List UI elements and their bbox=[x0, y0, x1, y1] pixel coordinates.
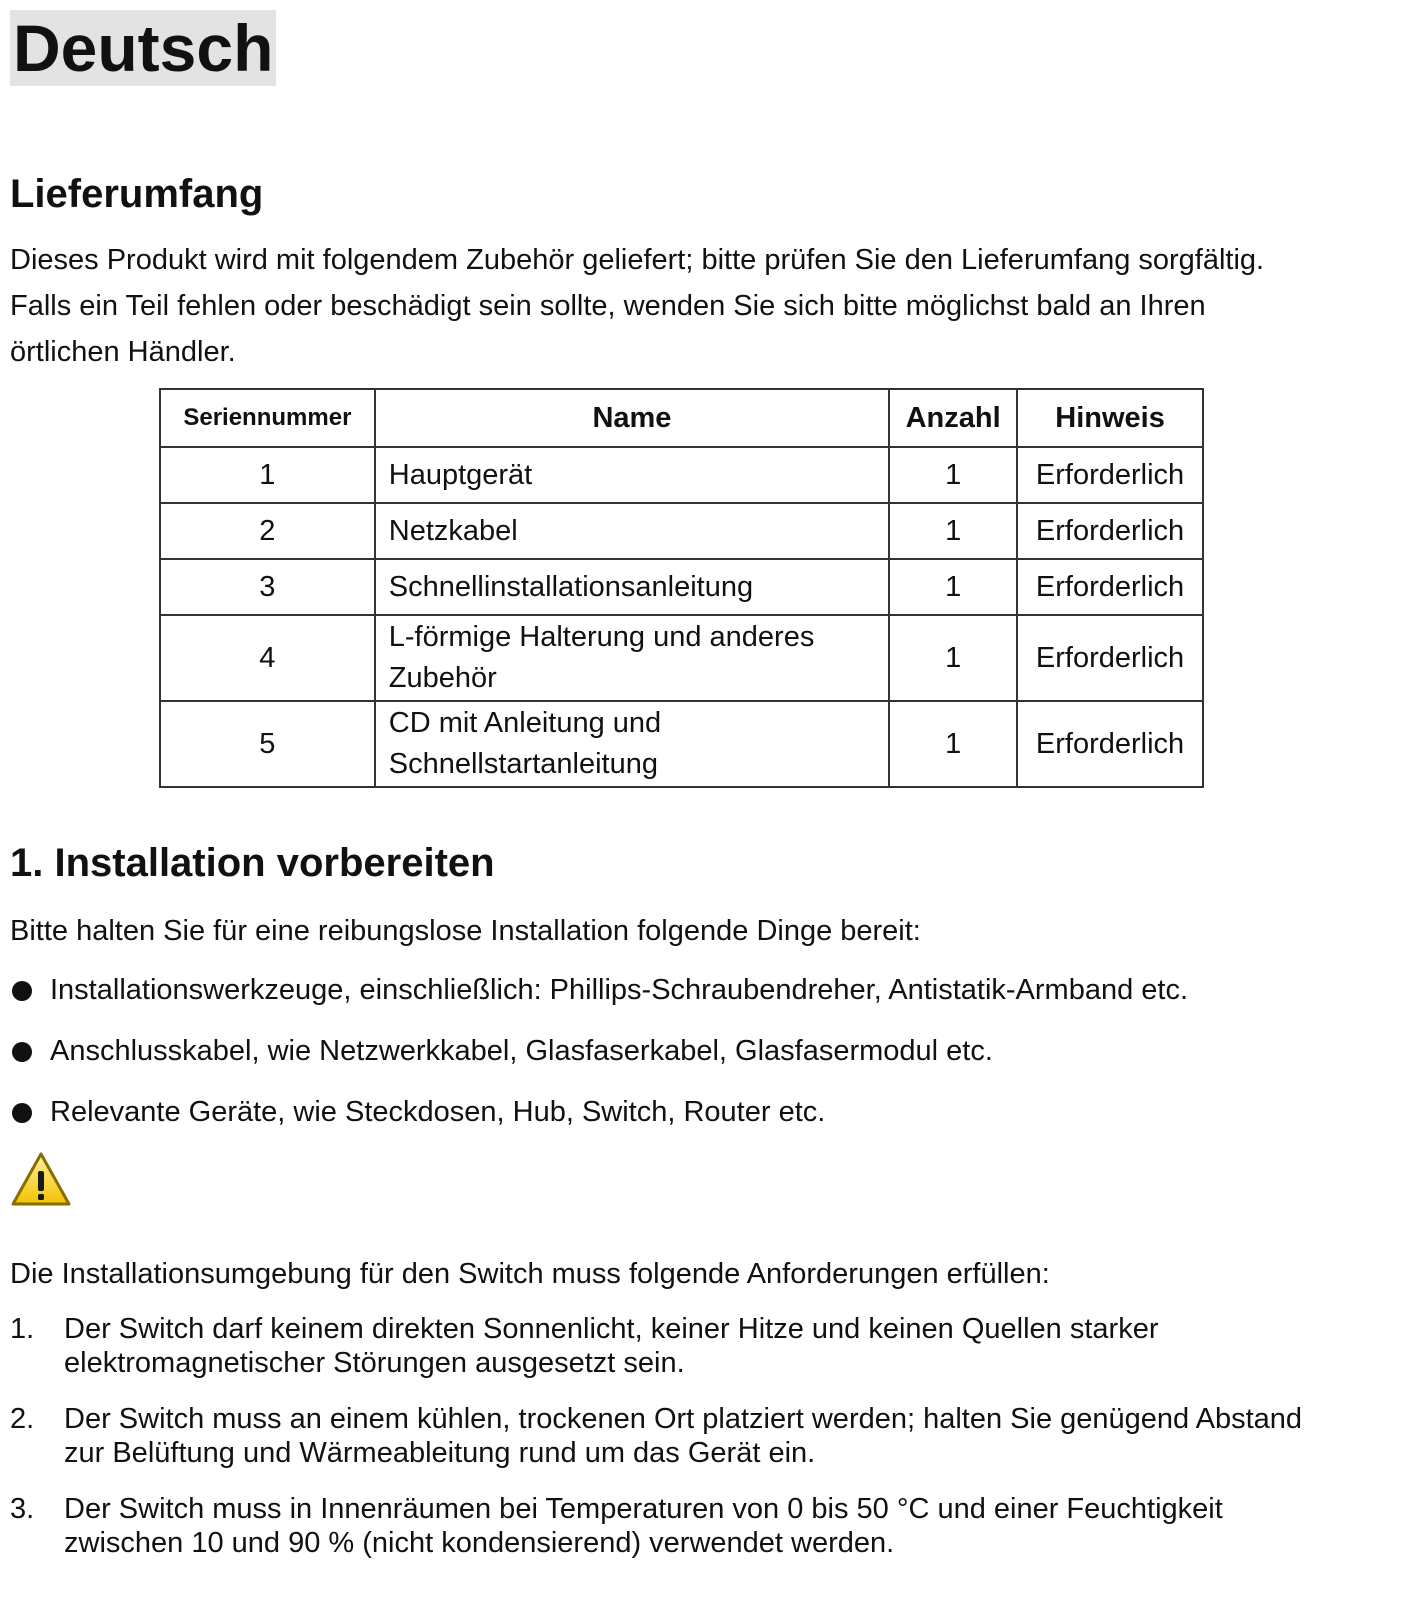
table-row bbox=[160, 615, 1203, 701]
cell-serial: 5 bbox=[160, 701, 375, 787]
cell-quantity: 1 bbox=[889, 701, 1017, 787]
cell-note: Erforderlich bbox=[1017, 559, 1203, 615]
language-title: Deutsch bbox=[10, 10, 276, 86]
list-item bbox=[10, 1492, 1374, 1560]
cell-name-line: Zubehör bbox=[388, 662, 497, 694]
header-quantity: Anzahl bbox=[889, 389, 1017, 447]
cell-serial: 4 bbox=[160, 615, 375, 701]
cell-note: Erforderlich bbox=[1017, 701, 1203, 787]
cell-name-line: Schnellstartanleitung bbox=[388, 748, 658, 780]
table-row bbox=[160, 503, 1203, 559]
prepare-bullet-list bbox=[10, 965, 1188, 1148]
list-item-text: zwischen 10 und 90 % (nicht kondensierend) verwendet werden. bbox=[64, 1527, 895, 1559]
header-note: Hinweis bbox=[1017, 389, 1203, 447]
scope-intro-line: Falls ein Teil fehlen oder beschädigt sein sollte, wenden Sie sich bitte möglichst bald an Ihren bbox=[10, 290, 1206, 322]
prepare-intro: Bitte halten Sie für eine reibungslose Installation folgende Dinge bereit: bbox=[10, 915, 921, 947]
table-row bbox=[160, 447, 1203, 503]
scope-intro bbox=[10, 237, 1264, 375]
cell-name: Schnellinstallationsanleitung bbox=[375, 559, 889, 615]
list-item bbox=[10, 965, 1188, 1026]
bullet-dot-icon bbox=[12, 1042, 32, 1062]
cell-name: Netzkabel bbox=[375, 503, 889, 559]
bullet-dot-icon bbox=[12, 1103, 32, 1123]
cell-name bbox=[375, 701, 889, 787]
list-item-text: Der Switch darf keinem direkten Sonnenlicht, keiner Hitze und keinen Quellen starker bbox=[64, 1313, 1159, 1345]
cell-note: Erforderlich bbox=[1017, 615, 1203, 701]
list-number: 1. bbox=[10, 1313, 35, 1345]
cell-quantity: 1 bbox=[889, 615, 1017, 701]
list-item-text: elektromagnetischer Störungen ausgesetzt sein. bbox=[64, 1347, 685, 1379]
scope-intro-line: Dieses Produkt wird mit folgendem Zubehör geliefert; bitte prüfen Sie den Lieferumfang sorgfältig. bbox=[10, 244, 1265, 276]
list-number: 2. bbox=[10, 1403, 35, 1435]
cell-name bbox=[375, 615, 889, 701]
package-contents-table bbox=[159, 388, 1204, 788]
cell-name-line: CD mit Anleitung und bbox=[388, 707, 662, 739]
table-row bbox=[160, 701, 1203, 787]
requirements-list bbox=[10, 1312, 1374, 1582]
cell-serial: 1 bbox=[160, 447, 375, 503]
scope-heading: Lieferumfang bbox=[10, 172, 264, 216]
list-item-text: zur Belüftung und Wärmeableitung rund um das Gerät ein. bbox=[64, 1437, 816, 1469]
list-item-text: Anschlusskabel, wie Netzwerkkabel, Glasfaserkabel, Glasfasermodul etc. bbox=[50, 1035, 993, 1067]
cell-quantity: 1 bbox=[889, 503, 1017, 559]
list-item bbox=[10, 1087, 1188, 1148]
cell-note: Erforderlich bbox=[1017, 447, 1203, 503]
header-serial: Seriennummer bbox=[160, 389, 375, 447]
prepare-heading: 1. Installation vorbereiten bbox=[10, 841, 495, 885]
list-number: 3. bbox=[10, 1493, 35, 1525]
header-name: Name bbox=[375, 389, 889, 447]
environment-intro: Die Installationsumgebung für den Switch muss folgende Anforderungen erfüllen: bbox=[10, 1258, 1050, 1290]
bullet-dot-icon bbox=[12, 981, 32, 1001]
cell-name-line: L-förmige Halterung und anderes bbox=[388, 621, 815, 653]
cell-name: Hauptgerät bbox=[375, 447, 889, 503]
list-item bbox=[10, 1026, 1188, 1087]
cell-serial: 2 bbox=[160, 503, 375, 559]
warning-triangle-icon bbox=[10, 1151, 72, 1209]
cell-serial: 3 bbox=[160, 559, 375, 615]
list-item-text: Der Switch muss an einem kühlen, trockenen Ort platziert werden; halten Sie genügend Abstand bbox=[64, 1403, 1303, 1435]
cell-note: Erforderlich bbox=[1017, 503, 1203, 559]
cell-quantity: 1 bbox=[889, 447, 1017, 503]
scope-intro-line: örtlichen Händler. bbox=[10, 336, 236, 368]
cell-quantity: 1 bbox=[889, 559, 1017, 615]
table-row bbox=[160, 559, 1203, 615]
list-item bbox=[10, 1312, 1374, 1380]
list-item-text: Der Switch muss in Innenräumen bei Temperaturen von 0 bis 50 °C und einer Feuchtigkeit bbox=[64, 1493, 1223, 1525]
list-item bbox=[10, 1402, 1374, 1470]
list-item-text: Relevante Geräte, wie Steckdosen, Hub, Switch, Router etc. bbox=[50, 1096, 826, 1128]
list-item-text: Installationswerkzeuge, einschließlich: Phillips-Schraubendreher, Antistatik-Armband etc. bbox=[50, 974, 1189, 1006]
table-header-row bbox=[160, 389, 1203, 447]
